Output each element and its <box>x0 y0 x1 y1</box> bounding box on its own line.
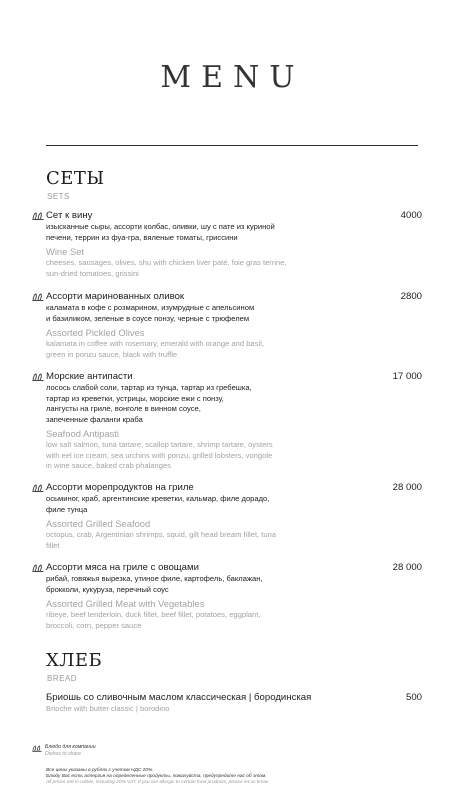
item-en-name: Wine Set <box>46 246 85 257</box>
share-dish-icon <box>32 292 44 302</box>
item-name: Бриошь со сливочным маслом классическая | бородинская <box>46 692 312 703</box>
menu-item <box>32 291 422 360</box>
item-en-description: octopus, crab, Argentinian shrimps, squid, gilt head bream fillet, tuna fillet <box>46 530 277 550</box>
title-divider <box>46 145 418 146</box>
share-dish-icon <box>32 211 44 221</box>
footer-note: All prices are in rubles, including 20% VAT. If you are allergic to certain food products, please let us know <box>46 780 269 785</box>
item-price: 2800 <box>400 291 422 302</box>
share-dish-icon <box>32 372 44 382</box>
menu-item <box>32 210 422 279</box>
item-en-description: Brioche with butter classic | borodino <box>46 704 170 713</box>
item-name: Ассорти мяса на гриле с овощами <box>46 562 199 573</box>
item-price: 28 000 <box>392 482 422 493</box>
item-en-description: low salt salmon, tuna tartare, scallop tartare, shrimp tartare, oysters with eel ice cream, sea urchins with ponzu, grilled lobsters, vongole in wine sauce, baked crab phalanges <box>46 440 273 470</box>
share-dish-icon <box>32 744 42 753</box>
share-dish-icon <box>32 483 44 493</box>
item-description: рибай, говяжья вырезка, утиное филе, картофель, баклажан, брокколи, кукуруза, перечный соус <box>46 574 263 594</box>
item-price: 4000 <box>400 210 422 221</box>
share-dish-icon <box>32 563 44 573</box>
menu-item <box>46 692 422 715</box>
item-name: Сет к вину <box>46 210 93 221</box>
section-subtitle-bread: BREAD <box>47 674 78 683</box>
item-description: каламата в кофе с розмарином, изумрудные с апельсином и базиликом, зеленые в соусе понзу, черные с трюфелем <box>46 303 255 323</box>
footer-note: Все цены указаны в рублях с учетом НДС 20%. <box>46 768 154 773</box>
menu-item <box>32 371 422 472</box>
section-subtitle-sets: SETS <box>47 192 70 201</box>
section-title-bread: ХЛЕБ <box>46 650 103 671</box>
menu-item <box>32 482 422 551</box>
legend-ru: Блюдо для компании <box>45 744 96 750</box>
footer-legend <box>32 744 96 757</box>
item-description: изысканные сыры, ассорти колбас, оливки, шу с пате из куриной печени, террин из фуа-гра, вяленые томаты, гриссини <box>46 222 275 242</box>
item-en-name: Assorted Grilled Meat with Vegetables <box>46 598 205 609</box>
item-en-name: Assorted Grilled Seafood <box>46 518 151 529</box>
item-price: 28 000 <box>392 562 422 573</box>
item-price: 17 000 <box>392 371 422 382</box>
menu-item <box>32 562 422 631</box>
legend-en: Dishes to share <box>45 750 82 757</box>
item-description: осьминог, краб, аргентинские креветки, кальмар, филе дорадо, филе тунца <box>46 494 270 514</box>
item-description: лосось слабой соли, тартар из тунца, тартар из гребешка, тартар из креветки, устрицы, морские ежи с понзу, лангусты на гриле, вонголе в винном соусе, запеченные фаланги краба <box>46 383 252 424</box>
item-en-description: kalamata in coffee with rosemary, emerald with orange and basil, green in ponzu sauce, black with truffle <box>46 339 264 359</box>
item-en-name: Assorted Pickled Olives <box>46 327 145 338</box>
item-name: Ассорти маринованных оливок <box>46 291 185 302</box>
item-name: Морские антипасти <box>46 371 133 382</box>
item-en-description: cheeses, sausages, olives, shu with chicken liver paté, foie gras terrine, sun-dried tomatoes, grissini <box>46 258 287 278</box>
item-price: 500 <box>405 692 422 703</box>
item-name: Ассорти морепродуктов на гриле <box>46 482 194 493</box>
footer-notes <box>46 768 376 786</box>
item-en-name: Seafood Antipasti <box>46 428 119 439</box>
section-title-sets: СЕТЫ <box>46 168 105 189</box>
menu-title: MENU <box>160 60 305 95</box>
item-en-description: ribeye, beef tenderloin, duck fillet, beef fillet, potatoes, eggplant, broccoli, corn, pepper sauce <box>46 610 261 630</box>
footer-note: Блюду Вас есть аллергия на определенные продукты, пожалуйста, предупредите нас об этом. <box>46 774 267 779</box>
